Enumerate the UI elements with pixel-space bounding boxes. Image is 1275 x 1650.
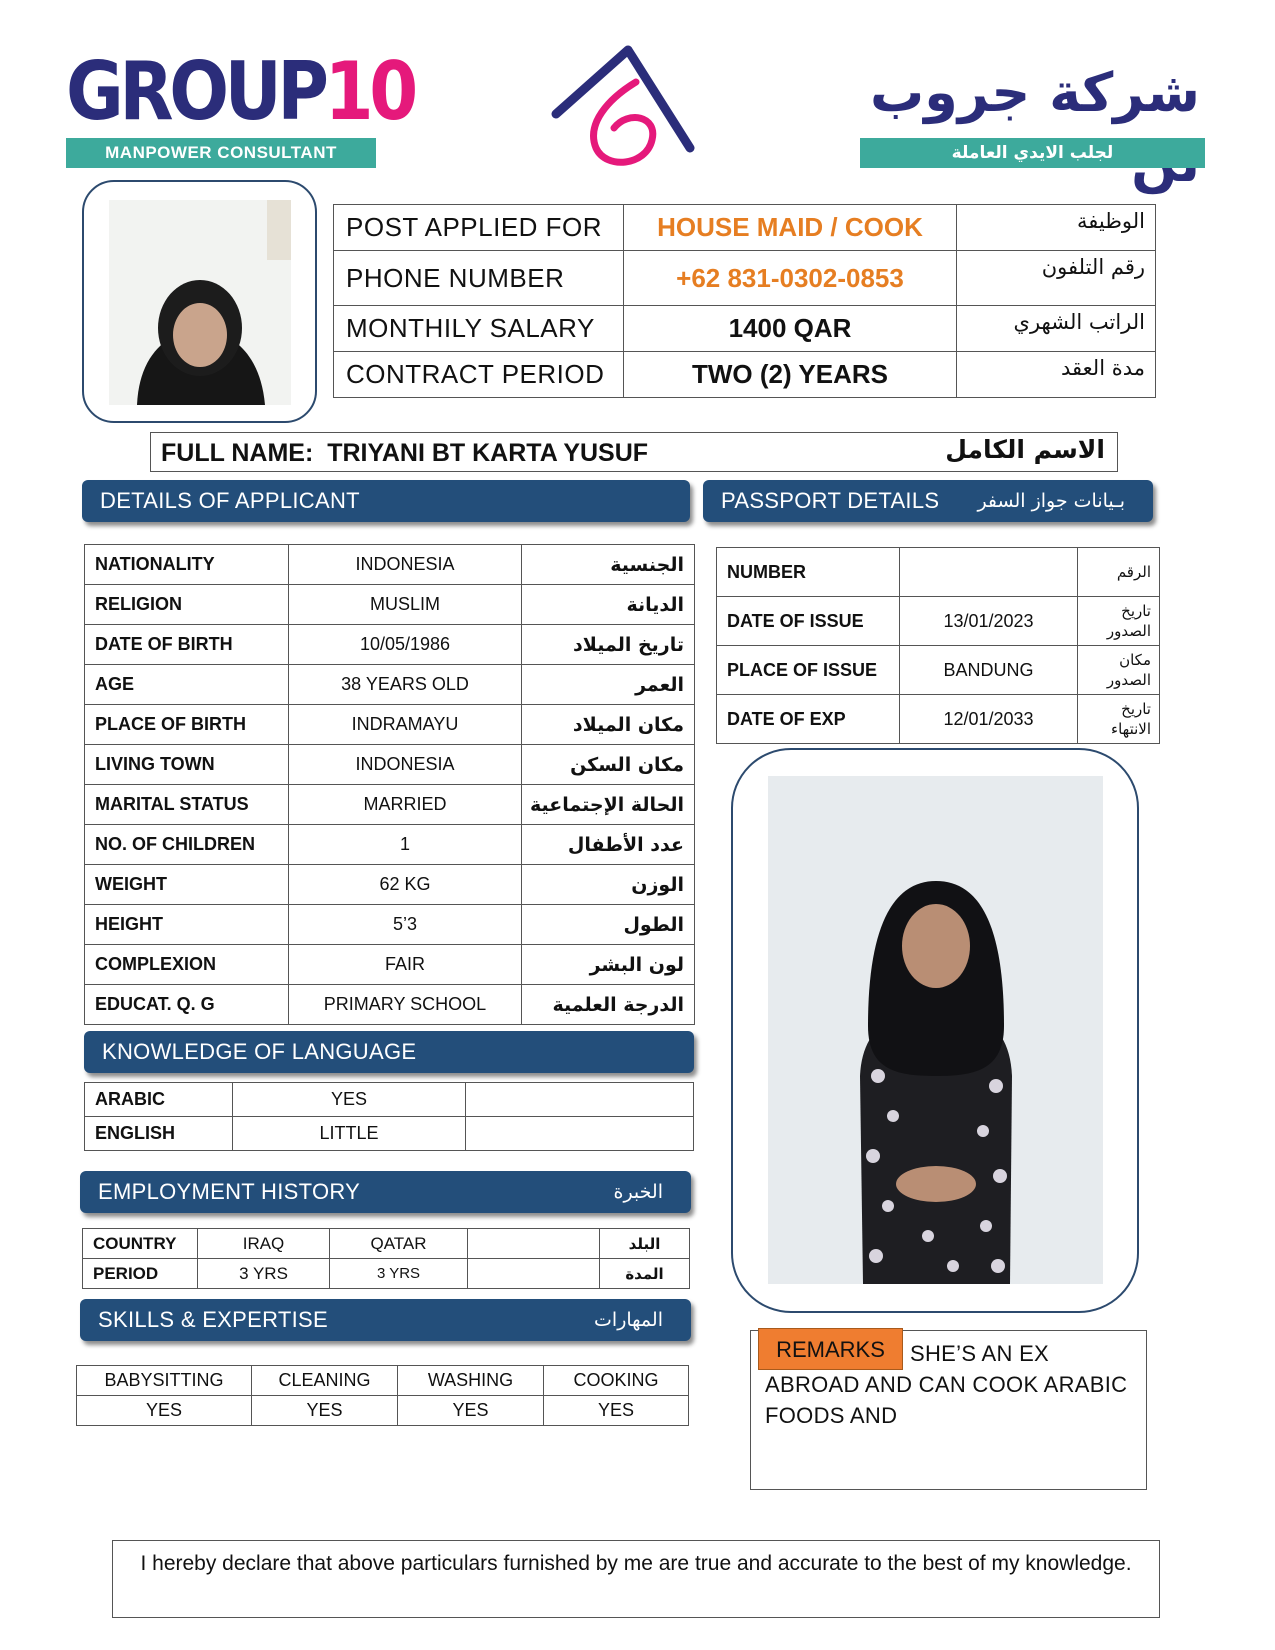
- passport-label: DATE OF ISSUE: [717, 597, 900, 646]
- passport-label: PLACE OF ISSUE: [717, 646, 900, 695]
- detail-value: 62 KG: [289, 865, 522, 905]
- language-title: KNOWLEDGE OF LANGUAGE: [102, 1039, 417, 1064]
- detail-value: 1: [289, 825, 522, 865]
- phone-value: +62 831-0302-0853: [624, 251, 957, 306]
- company-emblem-icon: [550, 44, 700, 169]
- detail-label: COMPLEXION: [85, 945, 289, 985]
- table-row: [85, 745, 695, 785]
- passport-arabic: تاريخ الصدور: [1078, 597, 1160, 646]
- detail-label: AGE: [85, 665, 289, 705]
- detail-label: PLACE OF BIRTH: [85, 705, 289, 745]
- full-name-box: [150, 432, 1118, 472]
- passport-arabic: مكان الصدور: [1078, 646, 1160, 695]
- detail-arabic: مكان السكن: [522, 745, 695, 785]
- detail-value: INDONESIA: [289, 545, 522, 585]
- country-arabic: البلد: [600, 1229, 690, 1259]
- table-row: [85, 985, 695, 1025]
- country-cell: [468, 1229, 600, 1259]
- language-english-label: ENGLISH: [85, 1117, 233, 1151]
- passport-arabic: تاريخ الانتهاء: [1078, 695, 1160, 744]
- group10-logo-subtitle: MANPOWER CONSULTANT: [66, 138, 376, 168]
- table-row: [717, 548, 1160, 597]
- table-row: [85, 625, 695, 665]
- table-row: [85, 1083, 694, 1117]
- language-banner: [84, 1031, 694, 1073]
- portrait-photo: [109, 200, 291, 405]
- employment-table: [82, 1228, 690, 1289]
- country-label: COUNTRY: [83, 1229, 198, 1259]
- passport-label: NUMBER: [717, 548, 900, 597]
- table-row: [85, 945, 695, 985]
- arabic-logo-text: شركة جروب: [870, 61, 1200, 124]
- post-value: HOUSE MAID / COOK: [624, 205, 957, 251]
- language-arabic-extra: [466, 1083, 694, 1117]
- declaration-text: I hereby declare that above particulars furnished by me are true and accurate to the best of my knowledge.: [140, 1552, 1132, 1575]
- arabic-logo-subtitle: لجلب الايدي العاملة: [860, 138, 1205, 168]
- skills-title-arabic: المهارات: [594, 1309, 663, 1331]
- country-cell: IRAQ: [198, 1229, 330, 1259]
- language-table: [84, 1082, 694, 1151]
- skill-value: YES: [252, 1396, 398, 1426]
- full-body-photo-frame: [731, 748, 1139, 1313]
- table-row: [717, 597, 1160, 646]
- full-body-photo: [768, 776, 1103, 1284]
- skill-value: YES: [544, 1396, 689, 1426]
- table-row: [85, 585, 695, 625]
- table-row: [334, 251, 1156, 306]
- detail-label: DATE OF BIRTH: [85, 625, 289, 665]
- detail-label: EDUCAT. Q. G: [85, 985, 289, 1025]
- detail-value: 38 YEARS OLD: [289, 665, 522, 705]
- phone-arabic: رقم التلفون: [957, 251, 1156, 306]
- full-name-label: FULL NAME: TRIYANI BT KARTA YUSUF: [161, 439, 649, 467]
- detail-arabic: الديانة: [522, 585, 695, 625]
- detail-value: MUSLIM: [289, 585, 522, 625]
- detail-arabic: الحالة الإجتماعية: [522, 785, 695, 825]
- details-banner: [82, 480, 690, 522]
- detail-label: WEIGHT: [85, 865, 289, 905]
- portrait-photo-frame: [82, 180, 317, 423]
- contract-label: CONTRACT PERIOD: [334, 352, 624, 398]
- salary-label: MONTHILY SALARY: [334, 306, 624, 352]
- passport-value: 12/01/2033: [900, 695, 1078, 744]
- detail-value: MARRIED: [289, 785, 522, 825]
- table-row: [77, 1396, 689, 1426]
- period-label: PERIOD: [83, 1259, 198, 1289]
- group10-logo-text: GROUP10: [66, 45, 414, 138]
- phone-label: PHONE NUMBER: [334, 251, 624, 306]
- detail-label: LIVING TOWN: [85, 745, 289, 785]
- skill-name: CLEANING: [252, 1366, 398, 1396]
- detail-arabic: الجنسية: [522, 545, 695, 585]
- employment-banner: [80, 1171, 691, 1213]
- table-row: [334, 352, 1156, 398]
- period-cell: 3 YRS: [330, 1259, 468, 1289]
- passport-value: 13/01/2023: [900, 597, 1078, 646]
- table-row: [85, 785, 695, 825]
- language-english-extra: [466, 1117, 694, 1151]
- skills-banner: [80, 1299, 691, 1341]
- skill-name: BABYSITTING: [77, 1366, 252, 1396]
- table-row: [85, 865, 695, 905]
- detail-value: INDONESIA: [289, 745, 522, 785]
- detail-label: MARITAL STATUS: [85, 785, 289, 825]
- skill-value: YES: [398, 1396, 544, 1426]
- skill-name: WASHING: [398, 1366, 544, 1396]
- remarks-label: REMARKS: [758, 1328, 903, 1370]
- table-row: [717, 695, 1160, 744]
- passport-arabic: الرقم: [1078, 548, 1160, 597]
- skill-name: COOKING: [544, 1366, 689, 1396]
- language-english-value: LITTLE: [233, 1117, 466, 1151]
- detail-value: 5’3: [289, 905, 522, 945]
- detail-arabic: عدد الأطفال: [522, 825, 695, 865]
- passport-table: [716, 547, 1160, 744]
- detail-label: RELIGION: [85, 585, 289, 625]
- contract-value: TWO (2) YEARS: [624, 352, 957, 398]
- passport-title: PASSPORT DETAILS: [721, 488, 940, 513]
- detail-label: HEIGHT: [85, 905, 289, 945]
- salary-value: 1400 QAR: [624, 306, 957, 352]
- table-row: [717, 646, 1160, 695]
- salary-arabic: الراتب الشهري: [957, 306, 1156, 352]
- table-row: [77, 1366, 689, 1396]
- detail-arabic: تاريخ الميلاد: [522, 625, 695, 665]
- detail-arabic: مكان الميلاد: [522, 705, 695, 745]
- detail-value: FAIR: [289, 945, 522, 985]
- passport-banner: [703, 480, 1153, 522]
- skills-title: SKILLS & EXPERTISE: [98, 1307, 328, 1332]
- details-title: DETAILS OF APPLICANT: [100, 488, 360, 513]
- detail-arabic: لون البشر: [522, 945, 695, 985]
- passport-label: DATE OF EXP: [717, 695, 900, 744]
- declaration-box: [112, 1540, 1160, 1618]
- remarks-text: SHE’S AN EX ABROAD AND CAN COOK ARABIC FOODS AND: [765, 1341, 1128, 1428]
- table-row: [85, 1117, 694, 1151]
- table-row: [334, 306, 1156, 352]
- detail-arabic: الطول: [522, 905, 695, 945]
- detail-label: NO. OF CHILDREN: [85, 825, 289, 865]
- post-table: [333, 204, 1156, 398]
- language-arabic-label: ARABIC: [85, 1083, 233, 1117]
- passport-title-arabic: بـيانات جواز السفر: [977, 490, 1125, 512]
- table-row: [85, 905, 695, 945]
- table-row: [85, 705, 695, 745]
- period-cell: [468, 1259, 600, 1289]
- detail-value: PRIMARY SCHOOL: [289, 985, 522, 1025]
- employment-title-arabic: الخبرة: [613, 1181, 663, 1203]
- post-arabic: الوظيفة: [957, 205, 1156, 251]
- detail-value: INDRAMAYU: [289, 705, 522, 745]
- detail-arabic: العمر: [522, 665, 695, 705]
- table-row: [334, 205, 1156, 251]
- skills-table: [76, 1365, 689, 1426]
- skill-value: YES: [77, 1396, 252, 1426]
- country-cell: QATAR: [330, 1229, 468, 1259]
- post-label: POST APPLIED FOR: [334, 205, 624, 251]
- details-table: [84, 544, 695, 1025]
- detail-label: NATIONALITY: [85, 545, 289, 585]
- period-arabic: المدة: [600, 1259, 690, 1289]
- full-name-arabic: الاسم الكامل: [945, 435, 1105, 464]
- detail-arabic: الوزن: [522, 865, 695, 905]
- language-arabic-value: YES: [233, 1083, 466, 1117]
- table-row: [85, 825, 695, 865]
- table-row: [85, 545, 695, 585]
- table-row: [83, 1229, 690, 1259]
- contract-arabic: مدة العقد: [957, 352, 1156, 398]
- passport-value: [900, 548, 1078, 597]
- period-cell: 3 YRS: [198, 1259, 330, 1289]
- detail-arabic: الدرجة العلمية: [522, 985, 695, 1025]
- passport-value: BANDUNG: [900, 646, 1078, 695]
- full-name-value: TRIYANI BT KARTA YUSUF: [327, 439, 649, 467]
- employment-title: EMPLOYMENT HISTORY: [98, 1179, 361, 1204]
- table-row: [85, 665, 695, 705]
- detail-value: 10/05/1986: [289, 625, 522, 665]
- table-row: [83, 1259, 690, 1289]
